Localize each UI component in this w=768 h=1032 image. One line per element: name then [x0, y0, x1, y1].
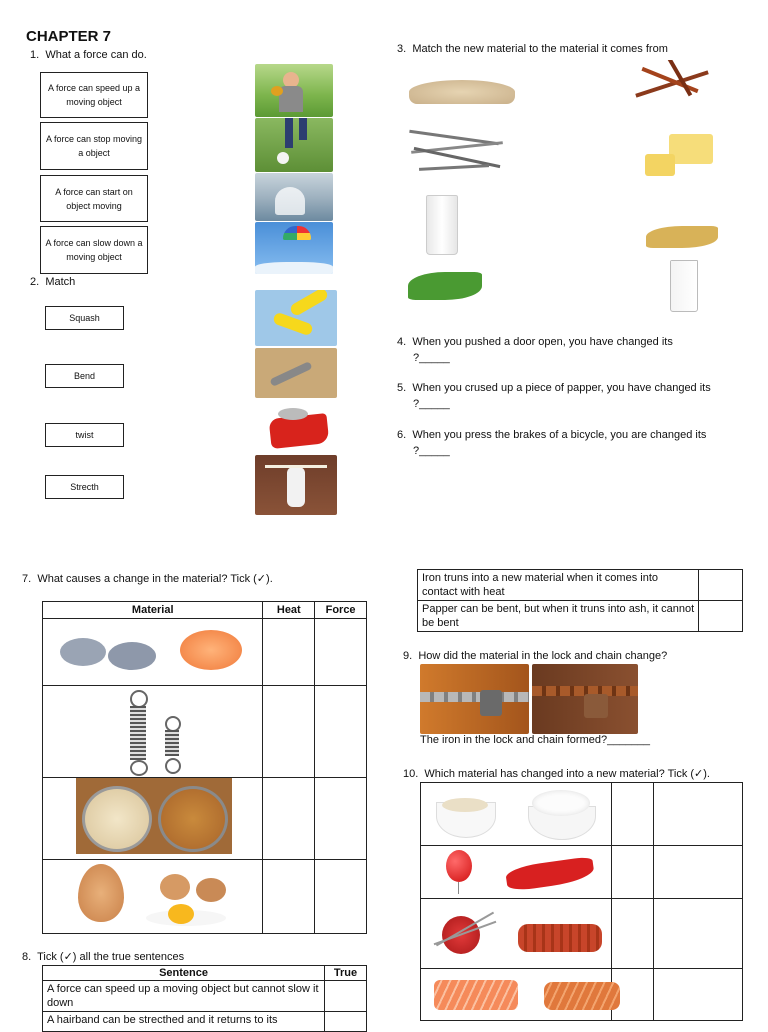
q8-continued-table: [417, 569, 743, 632]
whole-egg-image: [76, 862, 126, 924]
q9-answer[interactable]: The iron in the lock and chain formed?_______: [420, 734, 650, 746]
q6-blank[interactable]: ?_____: [413, 445, 450, 457]
q2-heading: [30, 276, 75, 288]
q7-number: 7.: [22, 573, 32, 585]
q1-text: What a force can do.: [45, 49, 147, 61]
new-lock-chain-image: [420, 664, 529, 734]
q1-option-4[interactable]: A force can slow down a moving object: [40, 226, 148, 274]
q10-heading: [403, 767, 710, 780]
q7-heat-cell-2[interactable]: [263, 686, 315, 778]
q4: [397, 334, 673, 366]
q1-option-1[interactable]: A force can speed up a moving object: [40, 72, 148, 118]
q9-heading: [403, 650, 667, 662]
q3-text: Match the new material to the material it comes from: [412, 43, 668, 55]
dry-leaf-image: [638, 220, 724, 254]
boy-catching-ball-image: [255, 64, 333, 117]
q10-tick-cell-1a[interactable]: [611, 783, 653, 846]
q8-tick-cell-3[interactable]: [699, 570, 743, 601]
chef-stretching-dough-image: [255, 455, 337, 515]
q10-tick-cell-3a[interactable]: [611, 899, 653, 969]
q5-number: 5.: [397, 382, 407, 394]
cooked-rice-image: [524, 786, 598, 842]
splash-image: [255, 173, 333, 221]
q7-force-cell-1[interactable]: [315, 619, 367, 686]
stretched-spring-image: [126, 690, 150, 774]
green-leaf-image: [402, 266, 486, 308]
q4-text: When you pushed a door open, you have changed its: [412, 336, 673, 348]
q10-tick-cell-1b[interactable]: [653, 783, 742, 846]
golf-ball-kick-image: [255, 118, 333, 172]
compressed-spring-image: [162, 716, 184, 774]
q7-row-spring: [43, 686, 263, 778]
q10-tick-cell-4b[interactable]: [653, 969, 742, 1021]
balloon-twisting-image: [255, 290, 337, 346]
glass-of-milk-image: [426, 195, 458, 255]
q3-number: 3.: [397, 43, 407, 55]
knitted-scarf-image: [514, 918, 606, 958]
q8-sentence-1: A force can speed up a moving object but cannot slow it down: [43, 981, 325, 1012]
q7-header-force: Force: [315, 602, 367, 619]
red-balloon-image: [444, 850, 476, 894]
q3-heading: [397, 43, 668, 55]
q6-number: 6.: [397, 429, 407, 441]
q8-text: Tick (✓) all the true sentences: [37, 951, 185, 963]
q5-text: When you crused up a piece of papper, you have changed its: [412, 382, 711, 394]
q7-force-cell-3[interactable]: [315, 778, 367, 860]
q9-number: 9.: [403, 650, 413, 662]
q5: [397, 380, 711, 412]
q8-sentence-2: A hairband can be strecthed and it returns to its: [43, 1012, 325, 1032]
q8-sentence-4: Papper can be bent, but when it truns into ash, it cannot be bent: [418, 601, 699, 632]
crushed-can-image: [268, 402, 332, 452]
q10-tick-cell-2b[interactable]: [653, 846, 742, 899]
q7-header-heat: Heat: [263, 602, 315, 619]
q8-number: 8.: [22, 951, 32, 963]
q2-text: Match: [45, 276, 76, 288]
q8-tick-cell-1[interactable]: [325, 981, 367, 1012]
batter-to-cake-image: [76, 778, 232, 854]
q7-force-cell-2[interactable]: [315, 686, 367, 778]
q7-heat-cell-3[interactable]: [263, 778, 315, 860]
q8-table: [42, 965, 367, 1032]
q6: [397, 427, 706, 459]
q2-option-stretch[interactable]: Strecth: [45, 475, 124, 499]
q7-header-material: Material: [43, 602, 263, 619]
nails-image: [405, 120, 509, 178]
q2-option-bend[interactable]: Bend: [45, 364, 124, 388]
page-title: CHAPTER 7: [26, 28, 112, 45]
rusty-lock-chain-image: [532, 664, 638, 734]
q8-heading: [22, 950, 184, 963]
cooked-salmon-image: [540, 976, 624, 1016]
q10-tick-cell-2a[interactable]: [611, 846, 653, 899]
q7-heat-cell-4[interactable]: [263, 860, 315, 934]
q2-number: 2.: [30, 276, 40, 288]
q8-tick-cell-4[interactable]: [699, 601, 743, 632]
raw-rice-image: [432, 790, 498, 840]
q2-option-twist[interactable]: twist: [45, 423, 124, 447]
butter-image: [643, 130, 717, 180]
empty-glass-image: [670, 260, 700, 312]
q1-number: 1.: [30, 49, 40, 61]
q4-number: 4.: [397, 336, 407, 348]
q7-force-cell-4[interactable]: [315, 860, 367, 934]
q2-option-squash[interactable]: Squash: [45, 306, 124, 330]
q4-blank[interactable]: ?_____: [413, 352, 450, 364]
q8-header-sentence: Sentence: [43, 966, 325, 981]
q1-option-2[interactable]: A force can stop moving a object: [40, 122, 148, 170]
q7-heat-cell-1[interactable]: [263, 619, 315, 686]
q5-blank[interactable]: ?_____: [413, 398, 450, 410]
q8-tick-cell-2[interactable]: [325, 1012, 367, 1032]
q7-heading: [22, 572, 273, 585]
q1-option-3[interactable]: A force can start on object moving: [40, 175, 148, 222]
q7-text: What causes a change in the material? Tick (✓).: [37, 573, 273, 585]
q10-number: 10.: [403, 768, 419, 780]
raw-salmon-image: [430, 972, 522, 1018]
wool-yarn-image: [428, 902, 502, 964]
q1-heading: [30, 49, 147, 61]
rusty-nails-image: [630, 60, 714, 110]
q10-tick-cell-3b[interactable]: [653, 899, 742, 969]
q8-header-true: True: [325, 966, 367, 981]
q6-text: When you press the brakes of a bicycle, you are changed its: [412, 429, 707, 441]
sand-pile-image: [405, 72, 517, 106]
q8-sentence-3: Iron truns into a new material when it comes into contact with heat: [418, 570, 699, 601]
q9-text: How did the material in the lock and chain change?: [418, 650, 668, 662]
q10-text: Which material has changed into a new material? Tick (✓).: [424, 768, 710, 780]
cracked-egg-image: [140, 868, 234, 928]
wire-pliers-image: [255, 348, 337, 398]
raw-shrimp-image: [56, 628, 160, 678]
burst-balloon-image: [500, 854, 600, 894]
parachute-image: [255, 222, 333, 274]
cooked-shrimp-image: [172, 622, 252, 678]
